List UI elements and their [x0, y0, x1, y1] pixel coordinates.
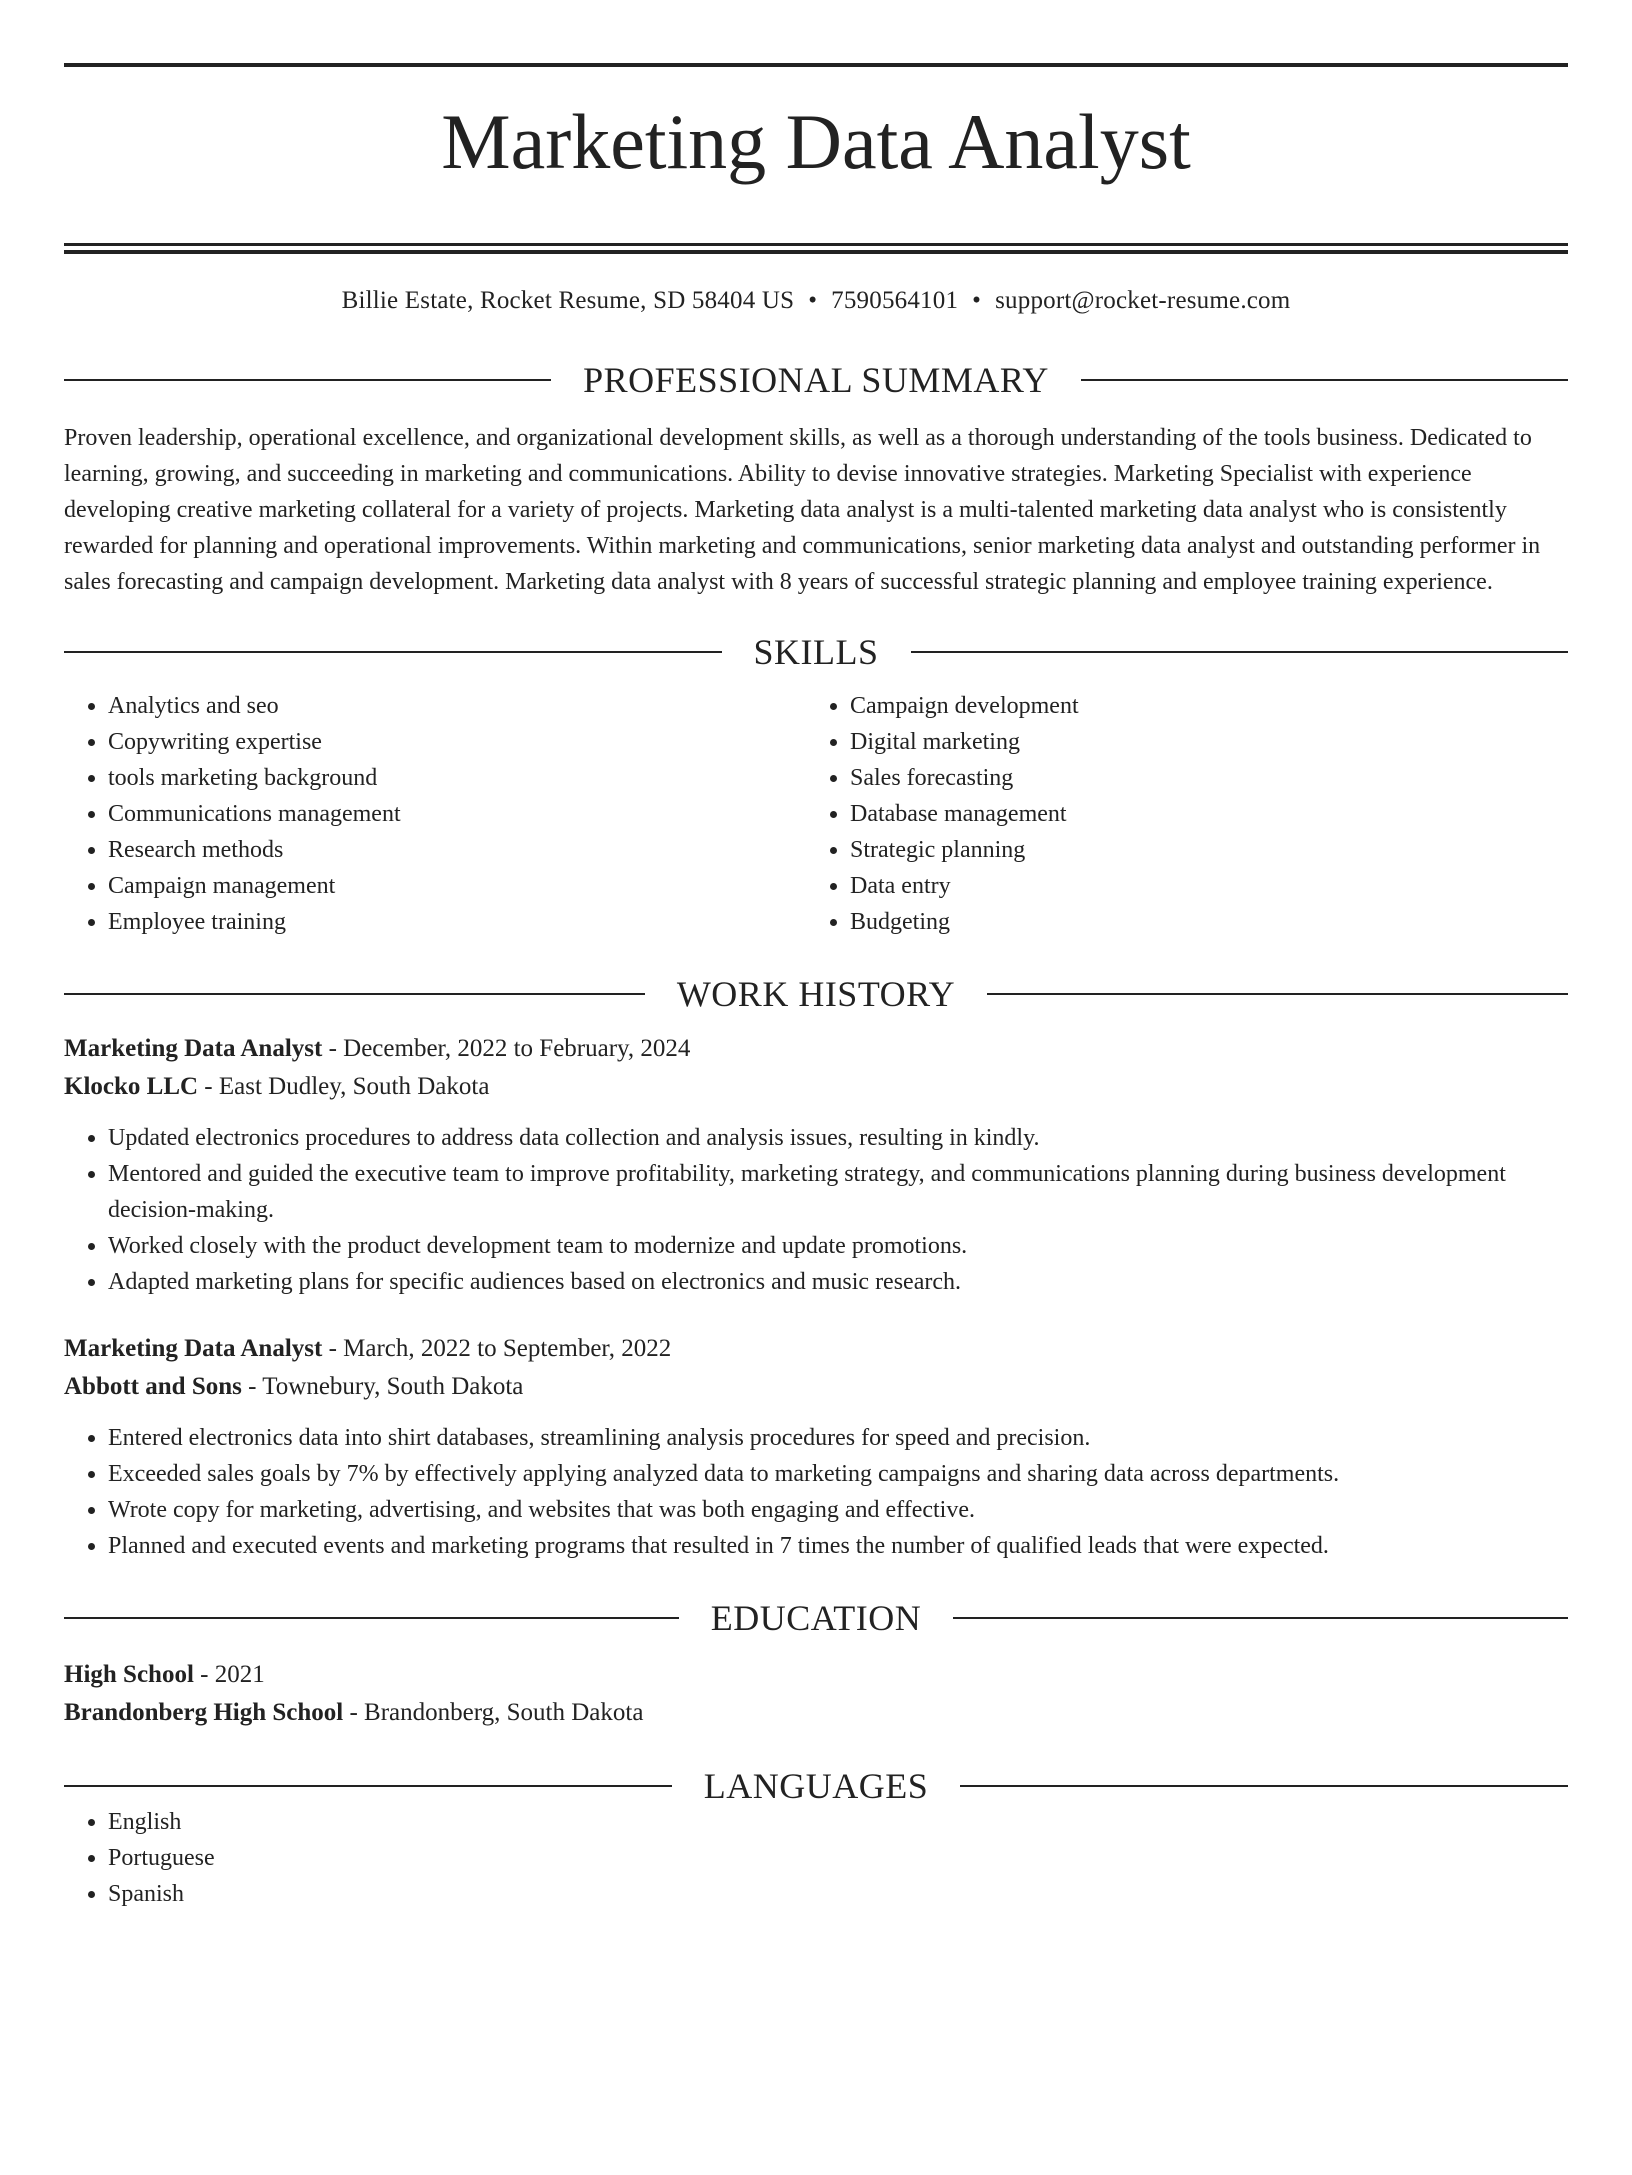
- top-rule: [64, 63, 1568, 67]
- job-bullet: • Mentored and guided the executive team to improve profitability, marketing strategy, and communications planning during business development decision-making.: [108, 1156, 1568, 1228]
- education-location: - Brandonberg, South Dakota: [343, 1699, 644, 1726]
- education-entry: [64, 1656, 1568, 1732]
- education-degree-line: [64, 1656, 1568, 1694]
- job-bullets: [64, 1420, 1568, 1564]
- resume-title: Marketing Data Analyst: [441, 98, 1191, 185]
- skill-item: • Campaign development: [850, 688, 1548, 724]
- job-company-line: [64, 1368, 1568, 1406]
- skills-list-right: [806, 688, 1548, 940]
- skill-item: • Employee training: [108, 904, 806, 940]
- skills-column-left: [64, 688, 806, 940]
- skill-item: • Research methods: [108, 832, 806, 868]
- job-title-line: [64, 1030, 1568, 1068]
- contact-phone: 7590564101: [831, 287, 959, 314]
- section-header-education: [64, 1600, 1568, 1636]
- section-title-summary: PROFESSIONAL SUMMARY: [583, 360, 1049, 400]
- job-entry: [64, 1030, 1568, 1300]
- work-history-list: [64, 1030, 1568, 1564]
- section-title-languages: LANGUAGES: [703, 1766, 929, 1806]
- language-item: • Portuguese: [108, 1840, 1568, 1876]
- section-rule: [987, 993, 1568, 995]
- job-entry: [64, 1330, 1568, 1564]
- job-bullet: • Wrote copy for marketing, advertising, and websites that was both engaging and effective.: [108, 1492, 1568, 1528]
- section-header-work: [64, 976, 1568, 1012]
- job-title: Marketing Data Analyst: [64, 1335, 323, 1362]
- section-rule: [64, 379, 551, 381]
- job-company: Klocko LLC: [64, 1073, 199, 1100]
- job-title-line: [64, 1330, 1568, 1368]
- job-title: Marketing Data Analyst: [64, 1035, 323, 1062]
- resume-page: [0, 63, 1632, 2175]
- skill-item: • Data entry: [850, 868, 1548, 904]
- job-location: - East Dudley, South Dakota: [198, 1073, 490, 1100]
- skill-item: • tools marketing background: [108, 760, 806, 796]
- section-rule: [911, 651, 1569, 653]
- education-degree: High School: [64, 1661, 194, 1688]
- section-rule: [960, 1785, 1568, 1787]
- job-bullet: • Worked closely with the product development team to modernize and update promotions.: [108, 1228, 1568, 1264]
- education-year: - 2021: [193, 1661, 265, 1688]
- languages-list: [64, 1804, 1568, 1912]
- job-dates: - December, 2022 to February, 2024: [322, 1035, 691, 1062]
- education-school: Brandonberg High School: [64, 1699, 344, 1726]
- section-title-work: WORK HISTORY: [676, 974, 956, 1014]
- contact-email: support@rocket-resume.com: [995, 287, 1291, 314]
- section-rule: [64, 1617, 679, 1619]
- language-item: • Spanish: [108, 1876, 1568, 1912]
- section-rule: [1081, 379, 1568, 381]
- job-bullet: • Entered electronics data into shirt databases, streamlining analysis procedures for speed and precision.: [108, 1420, 1568, 1456]
- skills-column-right: [806, 688, 1548, 940]
- skills-list: [64, 688, 1568, 940]
- skills-list-left: [64, 688, 806, 940]
- contact-separator: •: [808, 287, 818, 314]
- language-item: • English: [108, 1804, 1568, 1840]
- contact-line: [64, 286, 1568, 316]
- job-dates: - March, 2022 to September, 2022: [322, 1335, 672, 1362]
- contact-address: Billie Estate, Rocket Resume, SD 58404 US: [341, 287, 795, 314]
- skill-item: • Analytics and seo: [108, 688, 806, 724]
- job-bullets: [64, 1120, 1568, 1300]
- section-rule: [64, 993, 645, 995]
- summary-text: Proven leadership, operational excellence, and organizational development skills, as well as a thorough understanding of the tools business. Dedicated to learning, growing, and succeeding in marketing and communications. Ability to devise innovative strategies. Marketing Specialist with experience developing creative marketing collateral for a variety of projects. Marketing data analyst is a multi-talented marketing data analyst who is consistently rewarded for planning and operational improvements. Within marketing and communications, senior marketing data analyst and outstanding performer in sales forecasting and campaign development. Marketing data analyst with 8 years of successful strategic planning and employee training experience.: [64, 425, 1541, 595]
- section-header-languages: [64, 1768, 1568, 1804]
- title-double-rule: [64, 243, 1568, 254]
- job-company-line: [64, 1068, 1568, 1106]
- skill-item: • Database management: [850, 796, 1548, 832]
- skill-item: • Digital marketing: [850, 724, 1548, 760]
- skill-item: • Copywriting expertise: [108, 724, 806, 760]
- job-company: Abbott and Sons: [64, 1373, 242, 1400]
- section-title-skills: SKILLS: [753, 632, 879, 672]
- job-bullet: • Exceeded sales goals by 7% by effectively applying analyzed data to marketing campaigns and sharing data across departments.: [108, 1456, 1568, 1492]
- skill-item: • Budgeting: [850, 904, 1548, 940]
- job-bullet: • Adapted marketing plans for specific audiences based on electronics and music research.: [108, 1264, 1568, 1300]
- section-rule: [953, 1617, 1568, 1619]
- section-header-summary: [64, 362, 1568, 398]
- job-bullet: • Planned and executed events and marketing programs that resulted in 7 times the number of qualified leads that were expected.: [108, 1528, 1568, 1564]
- education-school-line: [64, 1694, 1568, 1732]
- section-title-education: EDUCATION: [710, 1598, 922, 1638]
- section-rule: [64, 651, 722, 653]
- skill-item: • Strategic planning: [850, 832, 1548, 868]
- job-location: - Townebury, South Dakota: [241, 1373, 524, 1400]
- skill-item: • Communications management: [108, 796, 806, 832]
- section-header-skills: [64, 634, 1568, 670]
- skill-item: • Sales forecasting: [850, 760, 1548, 796]
- skill-item: • Campaign management: [108, 868, 806, 904]
- section-rule: [64, 1785, 672, 1787]
- job-bullet: • Updated electronics procedures to address data collection and analysis issues, resulting in kindly.: [108, 1120, 1568, 1156]
- contact-separator: •: [972, 287, 982, 314]
